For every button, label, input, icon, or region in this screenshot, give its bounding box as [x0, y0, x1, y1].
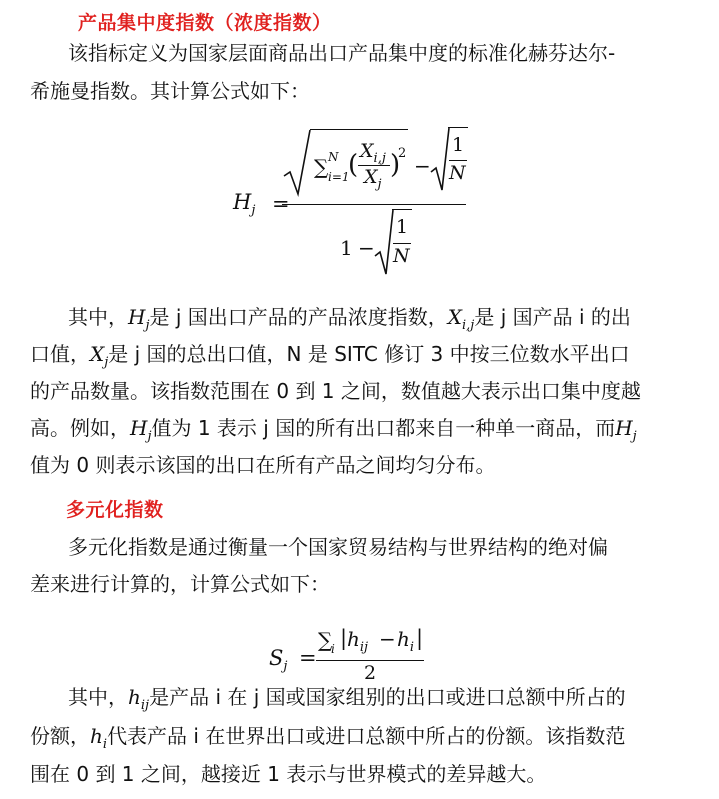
formula2-equals: =: [299, 646, 317, 670]
explain2-line-3: 围在 0 到 1 之间，越接近 1 表示与世界模式的差异越大。: [30, 762, 547, 786]
frac-den: $X_j$: [364, 166, 382, 192]
frac-line: [393, 243, 411, 244]
radical-sign-icon: [430, 126, 450, 194]
explain2-line-2: 份额，$h_i$代表产品 i 在世界出口或进口总额中所占的份额。该指数范: [30, 724, 626, 752]
frac-num: $X_{i,j}$: [360, 140, 386, 166]
formula-lhs: $H_j$: [233, 190, 256, 218]
section-heading-diversification: 多元化指数: [66, 499, 164, 521]
intro-line-2: 希施曼指数。其计算公式如下：: [30, 79, 310, 103]
explain-line-2: 口值，$X_j$是 j 国的总出口值，N 是 SITC 修订 3 中按三位数水平出口: [30, 342, 630, 370]
formula2-lhs: $S_j$: [269, 646, 288, 674]
num-one: 1: [452, 134, 465, 156]
intro-line-1: 该指标定义为国家层面商品出口产品集中度的标准化赫芬达尔-: [68, 41, 616, 65]
frac-line: [449, 160, 467, 161]
explain-line-3: 的产品数量。该指数范围在 0 到 1 之间，数值越大表示出口集中度越: [30, 379, 641, 403]
sum-upper: N: [328, 150, 339, 164]
intro2-line-1: 多元化指数是通过衡量一个国家贸易结构与世界结构的绝对偏: [68, 535, 608, 559]
numerator-minus: −: [414, 154, 431, 178]
den-one: 1: [340, 236, 353, 260]
radical-bar: [392, 209, 412, 210]
abs-bar-right: |: [416, 626, 424, 650]
den-root-n: N: [393, 245, 410, 267]
intro2-line-2: 差来进行计算的，计算公式如下：: [30, 572, 330, 596]
paren-close: ): [390, 150, 401, 180]
h-ij: $h_{ij}$: [347, 627, 369, 655]
sum2-lower: i: [331, 642, 335, 656]
formula-equals: =: [272, 192, 290, 216]
explain-line-4: 高。例如，$H_j$值为 1 表示 j 国的所有出口都来自一种单一商品，而$H_j$: [30, 416, 637, 444]
radical-bar: [448, 127, 468, 128]
main-fraction-line: [282, 204, 466, 205]
abs-bar-left: |: [340, 626, 348, 650]
den-root-one: 1: [396, 216, 409, 238]
square-exp: 2: [398, 146, 407, 161]
explain2-line-1: 其中，$h_{ij}$是产品 i 在 j 国或国家组别的出口或进口总额中所占的: [68, 685, 626, 713]
sum2-symbol: ∑: [318, 628, 333, 652]
radical-bar: [310, 129, 408, 130]
radical-sign-icon: [374, 208, 394, 278]
paren-open: (: [348, 150, 359, 180]
explain-line-5: 值为 0 则表示该国的出口在所有产品之间均匀分布。: [30, 453, 496, 477]
num-n: N: [449, 162, 466, 184]
formula2-fraction-line: [316, 660, 424, 661]
formula2-minus: −: [379, 627, 396, 651]
h-i: $h_i$: [397, 627, 415, 655]
sum-lower: i=1: [328, 170, 350, 184]
formula2-den: 2: [364, 662, 377, 684]
radical-sign-icon: [282, 128, 312, 198]
explain-line-1: 其中，$H_j$是 j 国出口产品的产品浓度指数，$X_{i,j}$是 j 国产品 i 的出: [68, 305, 631, 333]
section-heading-concentration: 产品集中度指数（浓度指数）: [78, 12, 332, 34]
sum-symbol: ∑: [314, 155, 329, 179]
den-minus: −: [358, 236, 375, 260]
